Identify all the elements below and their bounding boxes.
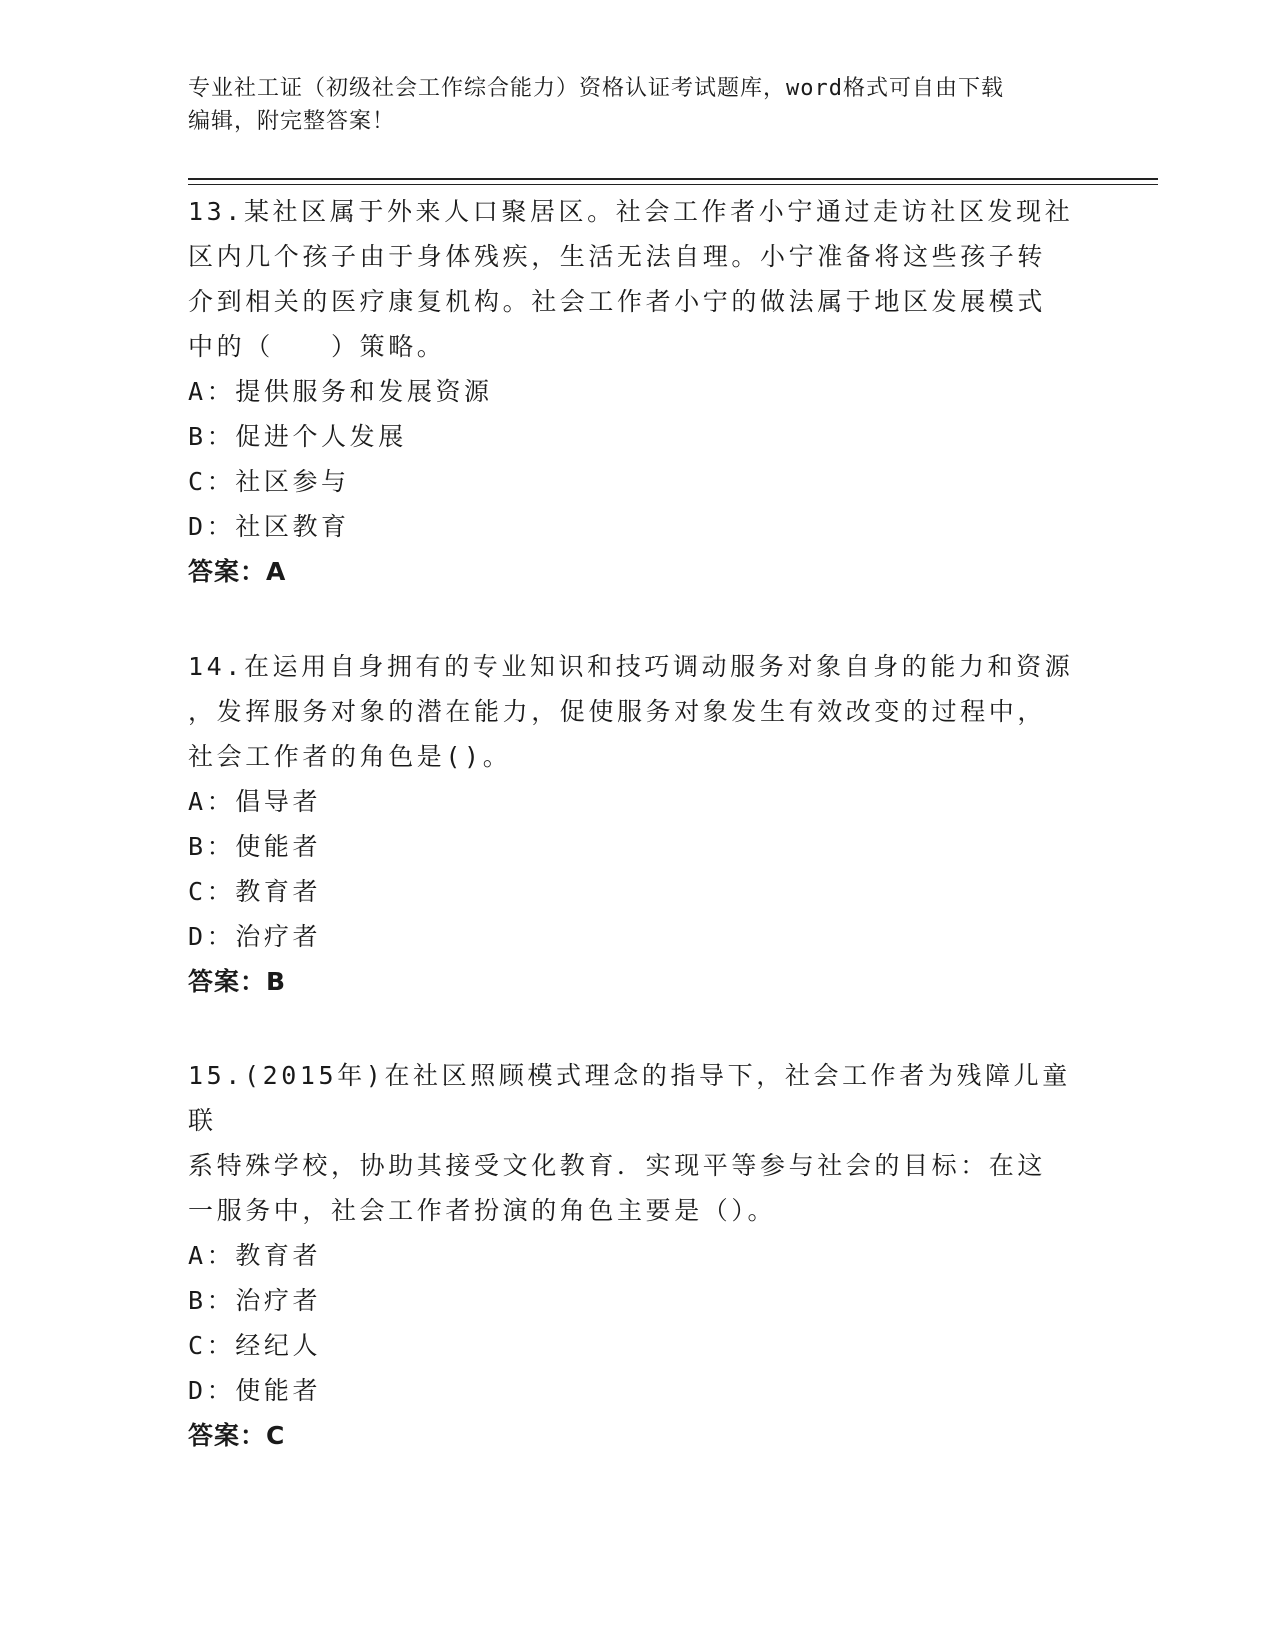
question-stem-line: 13.某社区属于外来人口聚居区。社会工作者小宁通过走访社区发现社 xyxy=(188,197,1074,226)
option-b: B：促进个人发展 xyxy=(188,422,407,451)
header-line-1: 专业社工证（初级社会工作综合能力）资格认证考试题库，word格式可自由下载 xyxy=(188,76,1004,101)
question-stem-line: 15.(2015年)在社区照顾模式理念的指导下，社会工作者为残障儿童联 xyxy=(188,1061,1071,1135)
question-stem-line: ，发挥服务对象的潜在能力，促使服务对象发生有效改变的过程中， xyxy=(188,697,1047,726)
question-13 xyxy=(188,189,1088,594)
question-15 xyxy=(188,1053,1088,1458)
question-stem-line: 系特殊学校，协助其接受文化教育．实现平等参与社会的目标：在这 xyxy=(188,1151,1047,1180)
question-14 xyxy=(188,644,1088,1004)
question-stem-line: 介到相关的医疗康复机构。社会工作者小宁的做法属于地区发展模式 xyxy=(188,287,1047,316)
header-rule-thin xyxy=(188,184,1158,185)
answer: 答案：A xyxy=(188,557,287,586)
answer: 答案：C xyxy=(188,1421,286,1450)
option-a: A：教育者 xyxy=(188,1241,322,1270)
option-d: D：治疗者 xyxy=(188,922,322,951)
answer: 答案：B xyxy=(188,967,287,996)
question-stem-line: 14.在运用自身拥有的专业知识和技巧调动服务对象自身的能力和资源 xyxy=(188,652,1074,681)
option-d: D：社区教育 xyxy=(188,512,350,541)
document-header xyxy=(188,72,1068,138)
question-stem-line: 社会工作者的角色是()。 xyxy=(188,742,512,771)
question-stem-line: 区内几个孩子由于身体残疾，生活无法自理。小宁准备将这些孩子转 xyxy=(188,242,1047,271)
option-b: B：治疗者 xyxy=(188,1286,322,1315)
header-line-2: 编辑，附完整答案！ xyxy=(188,109,396,134)
option-c: C：社区参与 xyxy=(188,467,350,496)
header-rule-thick xyxy=(188,178,1158,180)
option-b: B：使能者 xyxy=(188,832,322,861)
option-c: C：经纪人 xyxy=(188,1331,322,1360)
option-a: A：倡导者 xyxy=(188,787,322,816)
question-stem-line: 一服务中，社会工作者扮演的角色主要是（）。 xyxy=(188,1196,777,1225)
question-stem-line: 中的（ ）策略。 xyxy=(188,332,446,361)
option-c: C：教育者 xyxy=(188,877,322,906)
option-d: D：使能者 xyxy=(188,1376,322,1405)
option-a: A：提供服务和发展资源 xyxy=(188,377,493,406)
